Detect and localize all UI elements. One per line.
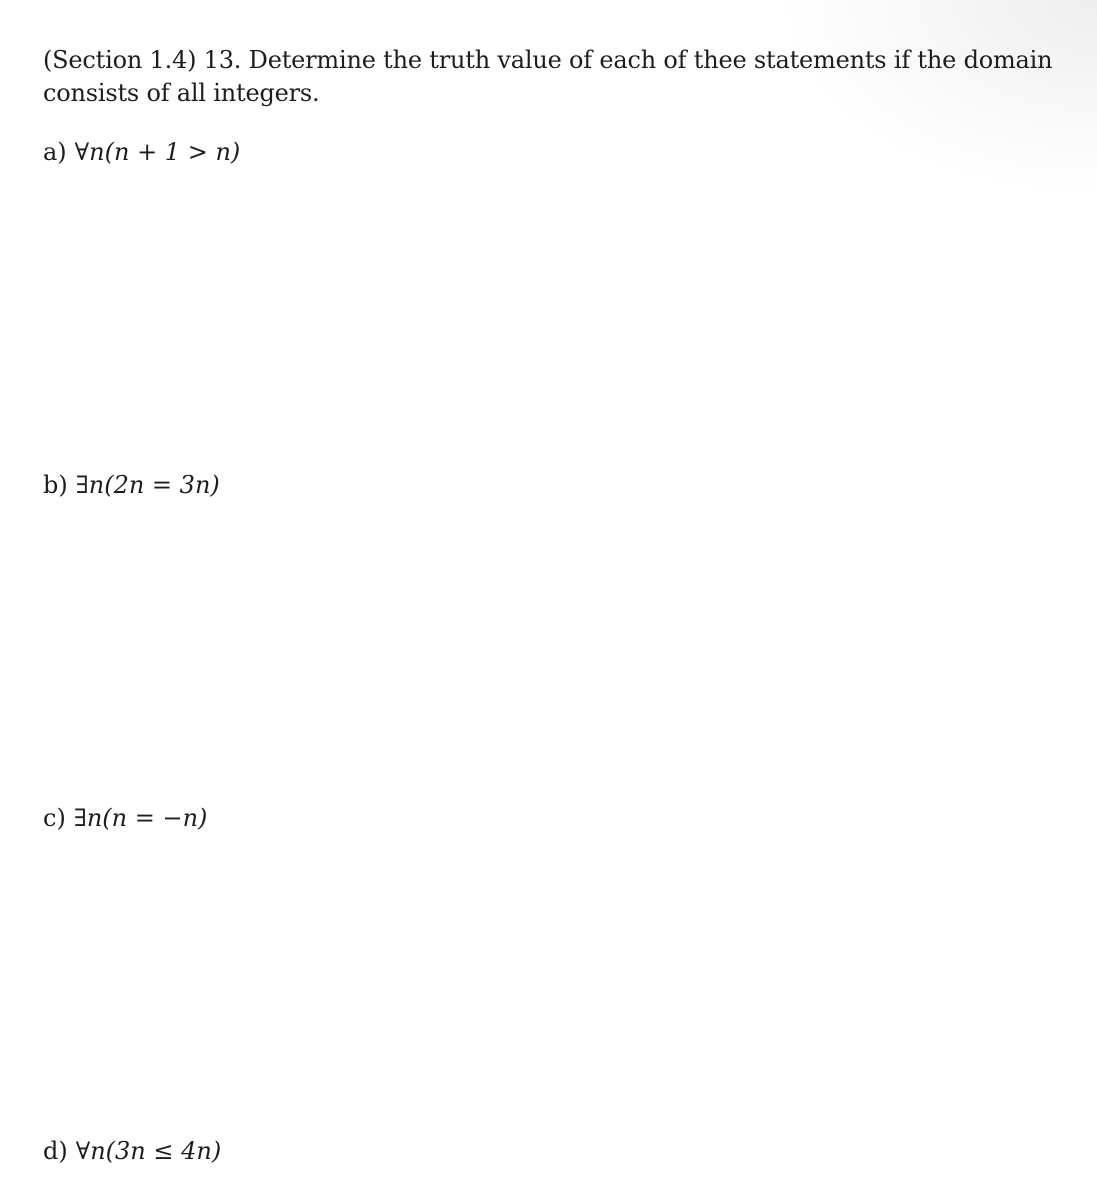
- statement-a-label: a): [43, 138, 67, 166]
- statement-c: [43, 803, 207, 833]
- statement-c-expression: ∃n(n = −n): [73, 804, 208, 832]
- statement-b: [43, 470, 220, 500]
- statement-a-expression: ∀n(n + 1 > n): [74, 138, 241, 166]
- statement-d-expression: ∀n(3n ≤ 4n): [75, 1137, 222, 1165]
- statement-c-label: c): [43, 804, 66, 832]
- statement-d: [43, 1136, 221, 1166]
- statement-d-label: d): [43, 1137, 68, 1165]
- statement-b-label: b): [43, 471, 68, 499]
- statement-b-expression: ∃n(2n = 3n): [75, 471, 220, 499]
- problem-statement: (Section 1.4) 13. Determine the truth value of each of thee statements if the domain consists of all integers.: [43, 46, 1053, 107]
- statement-a: [43, 137, 240, 167]
